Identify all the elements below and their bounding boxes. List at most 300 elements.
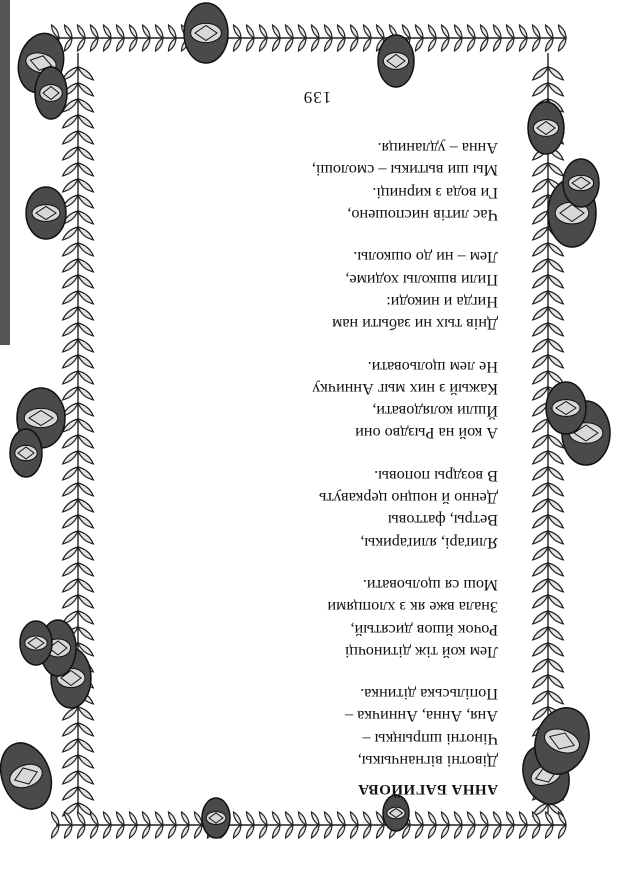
leaf-ornament (375, 24, 386, 39)
leaf-ornament (531, 824, 542, 839)
leaf-ornament (61, 145, 80, 162)
leaf-ornament (546, 273, 565, 290)
leaf-ornament (362, 24, 373, 39)
leaf-ornament (531, 289, 550, 306)
leaf-ornament (61, 257, 80, 274)
leaf-ornament (310, 24, 321, 39)
leaf-ornament (61, 161, 80, 178)
leaf-ornament (531, 561, 550, 578)
leaf-ornament (531, 593, 550, 610)
leaf-ornament (453, 37, 464, 52)
leaf-ornament (76, 65, 95, 82)
leaf-ornament (546, 321, 565, 338)
leaf-ornament (531, 337, 550, 354)
leaf-ornament (115, 811, 126, 826)
leaf-ornament (76, 753, 95, 770)
leaf-ornament (531, 609, 550, 626)
poem-line: Чінотні шпрыңкы – (362, 729, 498, 748)
leaf-ornament (76, 811, 87, 826)
pysanka-egg (26, 187, 66, 239)
leaf-ornament (336, 37, 347, 52)
leaf-ornament (76, 305, 95, 322)
leaf-ornament (546, 481, 565, 498)
leaf-ornament (479, 24, 490, 39)
leaf-ornament (258, 37, 269, 52)
leaf-ornament (76, 209, 95, 226)
leaf-ornament (61, 289, 80, 306)
leaf-ornament (557, 824, 568, 839)
leaf-ornament (414, 24, 425, 39)
leaf-ornament (102, 24, 113, 39)
poem-body (118, 117, 498, 772)
leaf-ornament (76, 561, 95, 578)
leaf-ornament (271, 37, 282, 52)
leaf-ornament (531, 81, 550, 98)
leaf-ornament (323, 811, 334, 826)
leaf-ornament (505, 824, 516, 839)
poem-line: Ветры, фаттовы (387, 511, 498, 530)
leaf-ornament (546, 81, 565, 98)
leaf-ornament (466, 824, 477, 839)
leaf-ornament (76, 705, 95, 722)
poem-line: Мы ши вытикы – смолоші, (311, 161, 498, 180)
leaf-ornament (76, 369, 95, 386)
leaf-ornament (531, 193, 550, 210)
leaf-ornament (167, 24, 178, 39)
leaf-ornament (76, 737, 95, 754)
leaf-ornament (76, 129, 95, 146)
leaf-ornament (141, 24, 152, 39)
leaf-ornament (546, 289, 565, 306)
leaf-ornament (141, 824, 152, 839)
leaf-ornament (61, 353, 80, 370)
leaf-ornament (245, 24, 256, 39)
leaf-ornament (76, 97, 95, 114)
pysanka-egg (383, 795, 409, 831)
leaf-ornament (76, 353, 95, 370)
leaf-ornament (531, 369, 550, 386)
stanza (118, 246, 498, 335)
leaf-ornament (102, 824, 113, 839)
leaf-ornament (349, 37, 360, 52)
leaf-ornament (115, 37, 126, 52)
poem-line: Днів тых ни забыти нам (332, 315, 498, 334)
leaf-ornament (336, 811, 347, 826)
poem-line: Кажый з них мыг Анничку (312, 379, 498, 398)
poem-line: Лем кой тіж дітиночці (344, 642, 498, 661)
leaf-ornament (531, 465, 550, 482)
leaf-ornament (544, 824, 555, 839)
leaf-ornament (414, 37, 425, 52)
leaf-ornament (531, 353, 550, 370)
leaf-ornament (154, 824, 165, 839)
leaf-ornament (76, 577, 95, 594)
leaf-ornament (115, 824, 126, 839)
leaf-ornament (61, 801, 80, 818)
leaf-ornament (479, 37, 490, 52)
leaf-ornament (76, 769, 95, 786)
leaf-ornament (61, 737, 80, 754)
leaf-ornament (546, 561, 565, 578)
leaf-ornament (232, 24, 243, 39)
leaf-ornament (61, 785, 80, 802)
leaf-ornament (546, 257, 565, 274)
leaf-ornament (271, 24, 282, 39)
leaf-ornament (61, 561, 80, 578)
leaf-ornament (323, 37, 334, 52)
leaf-ornament (61, 769, 80, 786)
leaf-ornament (76, 545, 95, 562)
leaf-ornament (89, 37, 100, 52)
leaf-ornament (518, 811, 529, 826)
poem-line: Аня, Анна, Анничка – (345, 707, 498, 726)
leaf-ornament (232, 824, 243, 839)
scan-edge-strip (0, 0, 10, 345)
leaf-ornament (61, 321, 80, 338)
pysanka-egg (35, 67, 67, 119)
poem-line: Попільська дітинка. (360, 685, 498, 704)
pysanka-egg (20, 621, 52, 665)
leaf-ornament (427, 811, 438, 826)
leaf-ornament (63, 24, 74, 39)
leaf-ornament (154, 37, 165, 52)
leaf-ornament (557, 24, 568, 39)
leaf-ornament (102, 37, 113, 52)
leaf-ornament (167, 811, 178, 826)
leaf-ornament (128, 811, 139, 826)
leaf-ornament (440, 824, 451, 839)
poem-line: Мош ся щольовати. (362, 575, 498, 594)
leaf-ornament (531, 625, 550, 642)
poem-line: Ялиґарі, ялиґарикы, (360, 533, 498, 552)
leaf-ornament (453, 811, 464, 826)
leaf-ornament (546, 545, 565, 562)
leaf-ornament (61, 225, 80, 242)
leaf-ornament (531, 417, 550, 434)
leaf-ornament (546, 673, 565, 690)
poem-line: В воздры поповы. (374, 466, 498, 485)
poem-line: Анна – удланиця. (377, 139, 498, 158)
leaf-ornament (531, 37, 542, 52)
leaf-ornament (546, 593, 565, 610)
leaf-ornament (232, 37, 243, 52)
leaf-ornament (193, 824, 204, 839)
leaf-ornament (115, 24, 126, 39)
leaf-ornament (76, 449, 95, 466)
leaf-ornament (61, 241, 80, 258)
leaf-ornament (531, 657, 550, 674)
leaf-ornament (531, 24, 542, 39)
leaf-ornament (76, 513, 95, 530)
leaf-ornament (531, 689, 550, 706)
leaf-ornament (546, 513, 565, 530)
leaf-ornament (440, 811, 451, 826)
leaf-ornament (284, 37, 295, 52)
leaf-ornament (505, 24, 516, 39)
leaf-ornament (61, 481, 80, 498)
poem-line: Ги вода з кирниці. (372, 183, 498, 202)
poem-line: Знала вже як з хлопцями (327, 598, 498, 617)
leaf-ornament (61, 449, 80, 466)
leaf-ornament (546, 465, 565, 482)
leaf-ornament (76, 385, 95, 402)
leaf-ornament (258, 811, 269, 826)
leaf-ornament (531, 321, 550, 338)
leaf-ornament (61, 337, 80, 354)
leaf-ornament (531, 449, 550, 466)
leaf-ornament (546, 577, 565, 594)
leaf-ornament (531, 481, 550, 498)
leaf-ornament (61, 433, 80, 450)
leaf-ornament (61, 129, 80, 146)
leaf-ornament (466, 24, 477, 39)
stanza (118, 137, 498, 226)
leaf-ornament (284, 811, 295, 826)
leaf-ornament (76, 497, 95, 514)
leaf-ornament (546, 689, 565, 706)
pysanka-egg (528, 102, 564, 154)
leaf-ornament (76, 24, 87, 39)
leaf-ornament (310, 811, 321, 826)
poem-line: Пили вшколы ходиме, (345, 270, 498, 289)
leaf-ornament (531, 513, 550, 530)
leaf-ornament (102, 811, 113, 826)
leaf-ornament (531, 257, 550, 274)
poem-line: Нигда и никоди: (386, 292, 498, 311)
leaf-ornament (61, 305, 80, 322)
leaf-ornament (546, 609, 565, 626)
leaf-ornament (414, 824, 425, 839)
leaf-ornament (76, 177, 95, 194)
leaf-ornament (50, 824, 61, 839)
leaf-ornament (76, 113, 95, 130)
leaf-ornament (544, 24, 555, 39)
leaf-ornament (76, 417, 95, 434)
leaf-ornament (479, 811, 490, 826)
pysanka-egg (563, 159, 599, 207)
leaf-ornament (336, 24, 347, 39)
leaf-ornament (546, 337, 565, 354)
leaf-ornament (531, 577, 550, 594)
leaf-ornament (76, 241, 95, 258)
leaf-ornament (546, 529, 565, 546)
leaf-ornament (531, 433, 550, 450)
leaf-ornament (50, 811, 61, 826)
leaf-ornament (466, 811, 477, 826)
leaf-ornament (128, 824, 139, 839)
leaf-ornament (61, 113, 80, 130)
leaf-ornament (492, 37, 503, 52)
leaf-ornament (362, 37, 373, 52)
leaf-ornament (180, 824, 191, 839)
leaf-ornament (440, 37, 451, 52)
leaf-ornament (546, 305, 565, 322)
leaf-ornament (362, 824, 373, 839)
leaf-ornament (154, 24, 165, 39)
leaf-ornament (531, 529, 550, 546)
leaf-ornament (128, 37, 139, 52)
leaf-ornament (76, 37, 87, 52)
page-number: 139 (302, 88, 332, 107)
leaf-ornament (531, 161, 550, 178)
poem-line: А кой на Рыздво они (355, 424, 498, 443)
leaf-ornament (76, 785, 95, 802)
leaf-ornament (76, 321, 95, 338)
leaf-ornament (76, 257, 95, 274)
leaf-ornament (89, 24, 100, 39)
leaf-ornament (310, 824, 321, 839)
leaf-ornament (61, 529, 80, 546)
leaf-ornament (546, 657, 565, 674)
leaf-ornament (427, 824, 438, 839)
leaf-ornament (63, 824, 74, 839)
stanza (118, 574, 498, 663)
leaf-ornament (505, 37, 516, 52)
leaf-ornament (453, 824, 464, 839)
leaf-ornament (61, 385, 80, 402)
leaf-ornament (284, 824, 295, 839)
leaf-ornament (180, 811, 191, 826)
leaf-ornament (271, 811, 282, 826)
leaf-ornament (76, 225, 95, 242)
leaf-ornament (492, 24, 503, 39)
pysanka-egg (10, 429, 42, 477)
poem-line: Не лем щольовати. (367, 357, 498, 376)
leaf-ornament (427, 24, 438, 39)
leaf-ornament (89, 824, 100, 839)
poem-line: Дівотні вігнанчыкы, (357, 752, 498, 770)
stanza (118, 683, 498, 772)
pysanka-egg (184, 3, 228, 63)
leaf-ornament (297, 811, 308, 826)
leaf-ornament (61, 577, 80, 594)
leaf-ornament (141, 37, 152, 52)
leaf-ornament (479, 824, 490, 839)
leaf-ornament (297, 24, 308, 39)
leaf-ornament (76, 824, 87, 839)
poem-line: Денно й нощно церкавуть (318, 489, 498, 508)
leaf-ornament (546, 497, 565, 514)
leaf-ornament (518, 824, 529, 839)
leaf-ornament (76, 81, 95, 98)
leaf-ornament (531, 177, 550, 194)
leaf-ornament (492, 811, 503, 826)
leaf-ornament (546, 65, 565, 82)
leaf-ornament (546, 641, 565, 658)
leaf-ornament (271, 824, 282, 839)
leaf-ornament (61, 465, 80, 482)
leaf-ornament (167, 824, 178, 839)
leaf-ornament (245, 824, 256, 839)
leaf-ornament (544, 37, 555, 52)
leaf-ornament (245, 37, 256, 52)
leaf-ornament (505, 811, 516, 826)
leaf-ornament (323, 24, 334, 39)
leaf-ornament (310, 37, 321, 52)
leaf-ornament (531, 273, 550, 290)
leaf-ornament (336, 824, 347, 839)
leaf-ornament (531, 497, 550, 514)
leaf-ornament (167, 37, 178, 52)
pysanka-egg (378, 35, 414, 87)
leaf-ornament (61, 369, 80, 386)
leaf-ornament (544, 811, 555, 826)
leaf-ornament (61, 545, 80, 562)
leaf-ornament (76, 161, 95, 178)
leaf-ornament (531, 241, 550, 258)
leaf-ornament (76, 721, 95, 738)
leaf-ornament (76, 625, 95, 642)
leaf-ornament (297, 37, 308, 52)
poem-line: Лем – ни до ошколы. (353, 248, 498, 267)
pysanka-egg (546, 382, 586, 434)
leaf-ornament (531, 305, 550, 322)
leaf-ornament (492, 824, 503, 839)
leaf-ornament (531, 545, 550, 562)
leaf-ornament (440, 24, 451, 39)
leaf-ornament (61, 753, 80, 770)
leaf-ornament (362, 811, 373, 826)
pysanka-egg (0, 736, 60, 816)
leaf-ornament (141, 811, 152, 826)
leaf-ornament (427, 37, 438, 52)
leaf-ornament (531, 225, 550, 242)
leaf-ornament (76, 273, 95, 290)
leaf-ornament (546, 449, 565, 466)
leaf-ornament (76, 337, 95, 354)
leaf-ornament (154, 811, 165, 826)
leaf-ornament (61, 177, 80, 194)
leaf-ornament (466, 37, 477, 52)
poem-line: Йшли колядовати, (372, 402, 498, 421)
leaf-ornament (349, 824, 360, 839)
leaf-ornament (76, 289, 95, 306)
leaf-ornament (375, 824, 386, 839)
leaf-ornament (61, 593, 80, 610)
leaf-ornament (76, 433, 95, 450)
leaf-ornament (76, 593, 95, 610)
leaf-ornament (518, 37, 529, 52)
leaf-ornament (76, 609, 95, 626)
leaf-ornament (414, 811, 425, 826)
leaf-ornament (531, 209, 550, 226)
poem-title: АННА БАГИЙОВА (357, 781, 498, 797)
leaf-ornament (61, 273, 80, 290)
stanza (118, 355, 498, 444)
leaf-ornament (557, 37, 568, 52)
leaf-ornament (76, 193, 95, 210)
leaf-ornament (61, 497, 80, 514)
leaf-ornament (258, 24, 269, 39)
poem-line: Час литів ниспошено, (347, 206, 498, 225)
leaf-ornament (61, 513, 80, 530)
leaf-ornament (61, 721, 80, 738)
leaf-ornament (258, 824, 269, 839)
pysanka-egg (202, 798, 230, 838)
leaf-ornament (232, 811, 243, 826)
leaf-ornament (546, 353, 565, 370)
leaf-ornament (546, 625, 565, 642)
leaf-ornament (453, 24, 464, 39)
leaf-ornament (531, 673, 550, 690)
leaf-ornament (297, 824, 308, 839)
leaf-ornament (76, 529, 95, 546)
leaf-ornament (323, 824, 334, 839)
leaf-ornament (63, 37, 74, 52)
leaf-ornament (89, 811, 100, 826)
leaf-ornament (76, 145, 95, 162)
leaf-ornament (349, 24, 360, 39)
